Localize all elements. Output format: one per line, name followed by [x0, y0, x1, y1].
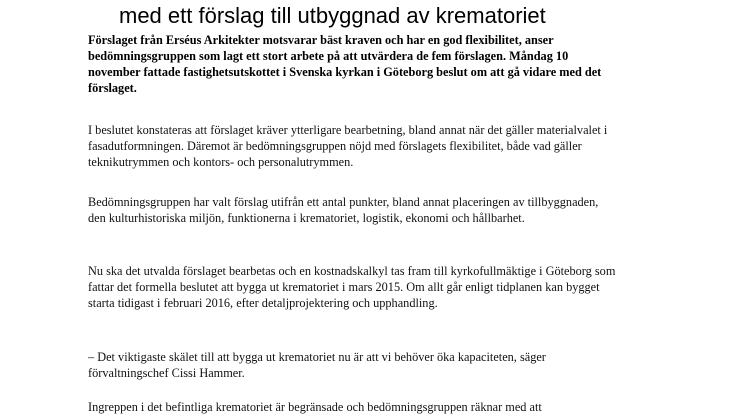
- article-paragraph: Nu ska det utvalda förslaget bearbetas och en kostnadskalkyl tas fram till kyrkofullmäktige i Göteborg som fattar det formella beslutet att bygga ut krematoriet i mars 2015. Om allt går enligt tidplanen kan bygget starta tidigast i februari 2016, efter detaljprojektering och upphandling.: [88, 264, 616, 310]
- article-paragraph: I beslutet konstateras att förslaget kräver ytterligare bearbetning, bland annat när det gäller materialvalet i fasadutformningen. Däremot är bedömningsgruppen nöjd med förslagets flexibilitet, både vad gäller teknikutrymmen och kontors- och personalutrymmen.: [88, 123, 608, 169]
- article-lead: Förslaget från Erséus Arkitekter motsvarar bäst kraven och har en god flexibilitet, anser bedömningsgruppen som lagt ett stort arbete på att utvärdera de fem förslagen. Måndag 10 november fattade fastighetsutskottet i Svenska kyrkan i Göteborg beslut om att gå vidare med det förslaget.: [88, 33, 602, 95]
- article-quote: – Det viktigaste skälet till att bygga ut krematoriet nu är att vi behöver öka kapaciteten, säger förvaltningschef Cissi Hammer.: [88, 350, 546, 380]
- article-headline: med ett förslag till utbyggnad av krematoriet: [119, 3, 546, 28]
- article-paragraph: Ingreppen i det befintliga krematoriet är begränsade och bedömningsgruppen räknar med att: [88, 400, 542, 414]
- article-paragraph: Bedömningsgruppen har valt förslag utifrån ett antal punkter, bland annat placeringen av tillbyggnaden, den kulturhistoriska miljön, funktionerna i krematoriet, logistik, ekonomi och hållbarhet.: [88, 195, 599, 225]
